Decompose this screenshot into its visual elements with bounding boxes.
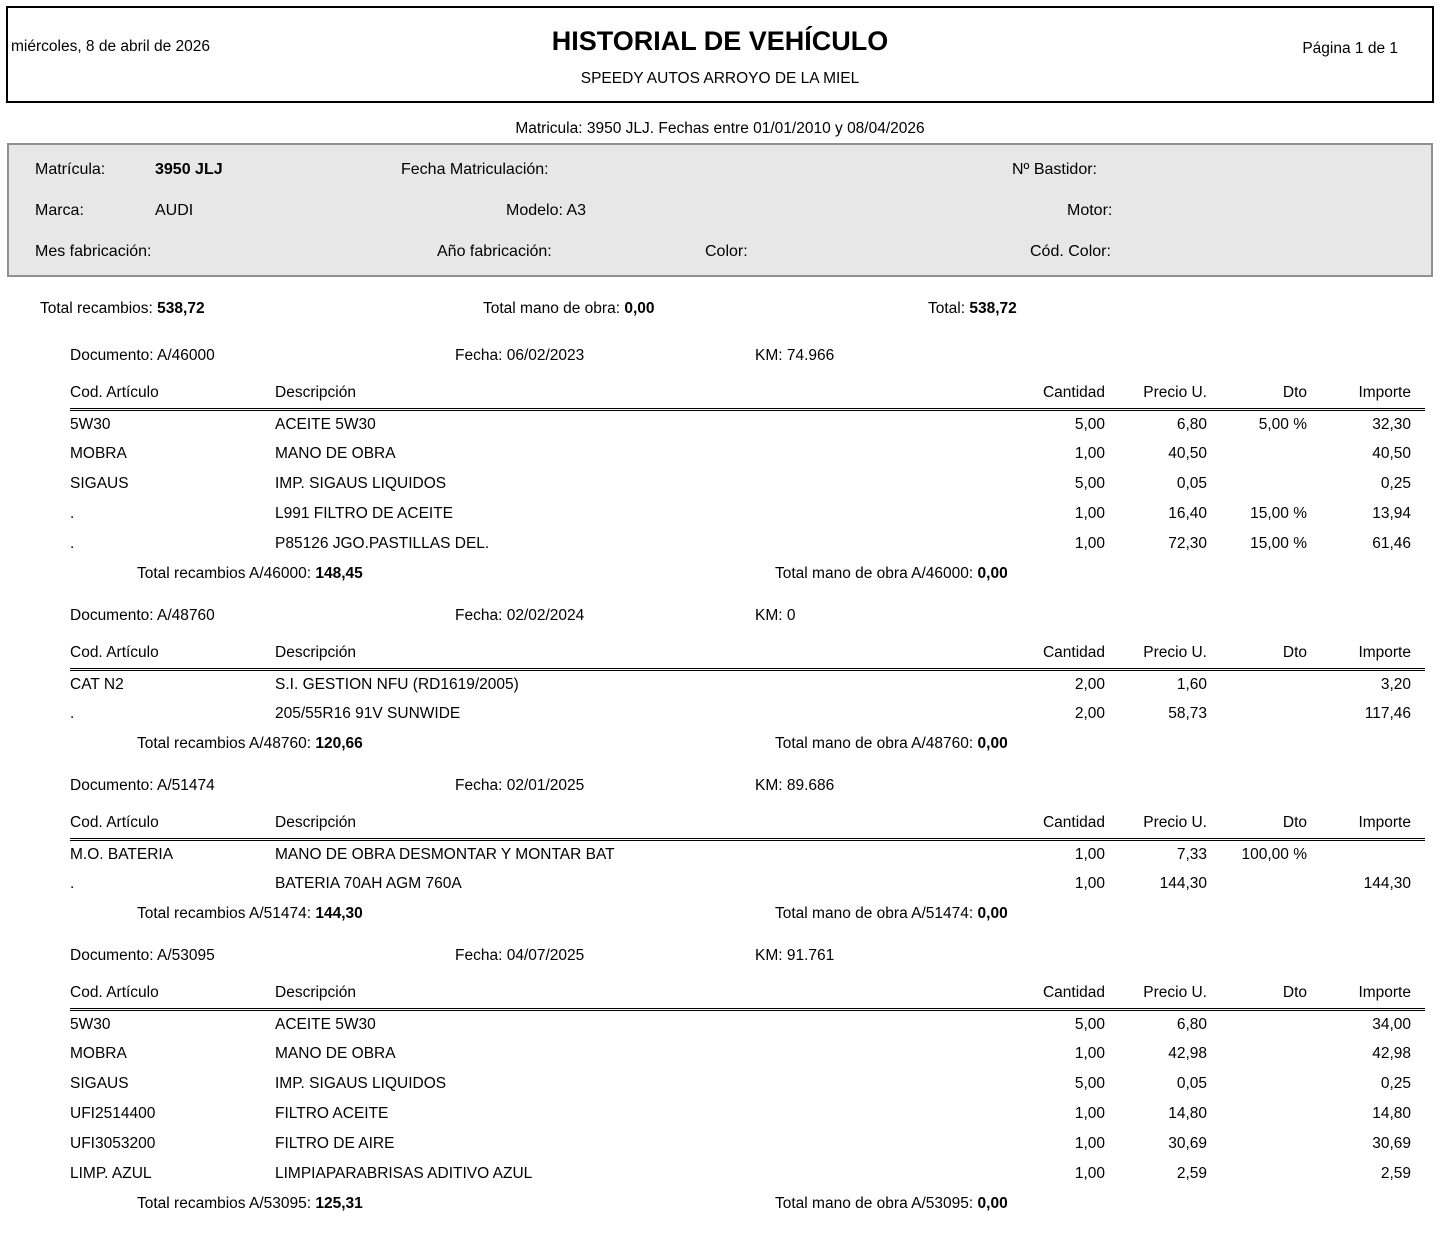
cell-cantidad: 2,00 [1074,705,1105,722]
fecha-label: Fecha: [455,607,503,624]
cell-dto [1215,469,1315,499]
cell-cod-articulo: . [70,875,75,892]
doc-total-mano-value: 0,00 [977,905,1008,922]
document-section [70,770,1425,929]
total-general-value: 538,72 [969,300,1017,317]
cell-importe: 14,80 [1372,1105,1411,1122]
document-km [755,770,834,801]
color-label: Color: [705,243,748,260]
fecha-value: 02/02/2024 [506,607,585,624]
col-descripcion: Descripción [275,801,1000,839]
document-section [70,940,1425,1219]
page-number: Página 1 de 1 [1302,40,1398,57]
col-dto: Dto [1215,631,1315,669]
doc-total-mano [775,899,1008,929]
cell-descripcion: FILTRO DE AIRE [275,1135,395,1152]
cell-importe: 32,30 [1372,415,1411,433]
cell-dto [1215,439,1315,469]
doc-total-mano-value: 0,00 [977,565,1008,582]
km-value: 74.966 [786,347,835,364]
cell-cod-articulo: . [70,705,75,722]
cell-descripcion: MANO DE OBRA [275,445,396,462]
items-body [70,1009,1425,1189]
cell-cantidad: 1,00 [1074,445,1105,462]
total-general [928,294,1017,324]
marca-value: AUDI [155,202,194,219]
col-precio-unitario: Precio U. [1110,371,1215,409]
cell-descripcion: P85126 JGO.PASTILLAS DEL. [275,535,490,552]
documento-value: A/46000 [157,347,215,364]
documento-value: A/53095 [157,947,215,964]
document-header [70,770,1425,801]
documento-label: Documento: [70,607,154,624]
fecha-value: 02/01/2025 [506,777,585,794]
doc-total-recambios-value: 148,45 [315,565,363,582]
cell-descripcion: BATERIA 70AH AGM 760A [275,875,462,892]
item-row [70,529,1425,559]
cell-cod-articulo: MOBRA [70,445,127,462]
item-row [70,839,1425,869]
cell-importe [1315,839,1425,869]
item-row [70,699,1425,729]
doc-total-recambios-label: Total recambios A/46000: [137,565,312,582]
cell-cod-articulo: 5W30 [70,415,111,433]
cell-importe: 42,98 [1372,1045,1411,1062]
cell-importe: 30,69 [1372,1135,1411,1152]
document-totals [70,899,1425,929]
col-cod-articulo: Cod. Artículo [70,971,275,1009]
cell-importe: 13,94 [1372,505,1411,522]
cell-descripcion: MANO DE OBRA [275,1045,396,1062]
vehicle-row-2 [9,190,1431,231]
item-row [70,869,1425,899]
items-table [70,371,1425,559]
cod-color-label: Cód. Color: [1030,243,1111,260]
fecha-label: Fecha: [455,947,503,964]
cell-importe: 2,59 [1380,1165,1411,1182]
cell-dto [1215,869,1315,899]
cell-importe: 61,46 [1372,535,1411,552]
documento-label: Documento: [70,347,154,364]
cell-dto: 5,00 % [1258,415,1307,433]
cell-descripcion: LIMPIAPARABRISAS ADITIVO AZUL [275,1165,533,1182]
cell-cod-articulo: CAT N2 [70,675,124,693]
item-row [70,469,1425,499]
total-mano-obra-label: Total mano de obra: [483,300,621,317]
col-cantidad: Cantidad [1000,801,1110,839]
cell-cod-articulo: UFI3053200 [70,1135,156,1152]
cell-cantidad: 1,00 [1074,845,1105,863]
cell-importe: 0,25 [1380,475,1411,492]
marca-label: Marca: [35,202,84,219]
col-cod-articulo: Cod. Artículo [70,371,275,409]
cell-precio-unitario: 14,80 [1168,1105,1207,1122]
matricula-value: 3950 JLJ [155,161,223,178]
doc-total-recambios [137,729,363,759]
cell-cod-articulo: SIGAUS [70,475,129,492]
document-number [70,940,215,971]
documento-label: Documento: [70,777,154,794]
document-date [455,940,584,971]
col-importe: Importe [1315,971,1425,1009]
motor-label: Motor: [1067,202,1113,219]
document-date [455,600,584,631]
cell-cod-articulo: SIGAUS [70,1075,129,1092]
cell-precio-unitario: 16,40 [1168,505,1207,522]
doc-total-recambios-label: Total recambios A/53095: [137,1195,312,1212]
col-importe: Importe [1315,371,1425,409]
report-header [6,6,1434,103]
mes-fabricacion-label: Mes fabricación: [35,243,152,260]
doc-total-mano-label: Total mano de obra A/48760: [775,735,974,752]
doc-total-recambios [137,1189,363,1219]
cell-cantidad: 5,00 [1074,1075,1105,1092]
cell-precio-unitario: 0,05 [1176,1075,1207,1092]
col-precio-unitario: Precio U. [1110,631,1215,669]
km-label: KM: [755,607,783,624]
cell-precio-unitario: 40,50 [1168,445,1207,462]
items-header-row [70,371,1425,409]
documents-list [70,340,1425,1230]
doc-total-recambios-label: Total recambios A/48760: [137,735,312,752]
doc-total-mano-label: Total mano de obra A/51474: [775,905,974,922]
report-date: miércoles, 8 de abril de 2026 [11,38,211,55]
doc-total-recambios-value: 144,30 [315,905,363,922]
report-title: HISTORIAL DE VEHÍCULO [551,26,889,56]
cell-importe: 3,20 [1380,675,1411,693]
ano-fabricacion-label: Año fabricación: [437,243,552,260]
cell-precio-unitario: 42,98 [1168,1045,1207,1062]
cell-cantidad: 1,00 [1074,1045,1105,1062]
fecha-value: 06/02/2023 [506,347,585,364]
doc-total-mano-label: Total mano de obra A/46000: [775,565,974,582]
doc-total-mano-label: Total mano de obra A/53095: [775,1195,974,1212]
cell-descripcion: MANO DE OBRA DESMONTAR Y MONTAR BAT [275,845,615,863]
col-importe: Importe [1315,801,1425,839]
document-date [455,770,584,801]
document-header [70,940,1425,971]
document-totals [70,729,1425,759]
doc-total-mano-value: 0,00 [977,1195,1008,1212]
cell-cod-articulo: . [70,505,75,522]
cell-precio-unitario: 144,30 [1159,875,1207,892]
cell-precio-unitario: 7,33 [1176,845,1207,863]
document-header [70,340,1425,371]
cell-importe: 144,30 [1363,875,1411,892]
km-label: KM: [755,947,783,964]
cell-dto: 15,00 % [1250,505,1307,522]
document-number [70,340,215,371]
cell-importe: 117,46 [1364,705,1411,722]
doc-total-mano-value: 0,00 [977,735,1008,752]
cell-cantidad: 1,00 [1074,1105,1105,1122]
doc-total-recambios-label: Total recambios A/51474: [137,905,312,922]
item-row [70,499,1425,529]
cell-cantidad: 1,00 [1074,535,1105,552]
cell-cod-articulo: MOBRA [70,1045,127,1062]
cell-cod-articulo: M.O. BATERIA [70,845,174,863]
col-descripcion: Descripción [275,971,1000,1009]
cell-importe: 0,25 [1380,1075,1411,1092]
cell-cantidad: 1,00 [1074,505,1105,522]
doc-total-mano [775,729,1008,759]
item-row [70,409,1425,439]
cell-precio-unitario: 30,69 [1168,1135,1207,1152]
doc-total-mano [775,559,1008,589]
modelo-label: Modelo: A3 [506,202,587,219]
company-name: SPEEDY AUTOS ARROYO DE LA MIEL [580,70,860,87]
cell-precio-unitario: 0,05 [1176,475,1207,492]
grand-totals [0,294,1440,324]
cell-precio-unitario: 6,80 [1176,1015,1207,1033]
documento-label: Documento: [70,947,154,964]
items-table [70,801,1425,899]
col-dto: Dto [1215,971,1315,1009]
col-precio-unitario: Precio U. [1110,801,1215,839]
cell-cod-articulo: LIMP. AZUL [70,1165,152,1182]
items-body [70,409,1425,559]
document-km [755,940,834,971]
fecha-matriculacion-label: Fecha Matriculación: [401,161,549,178]
cell-cantidad: 1,00 [1074,1165,1105,1182]
cell-dto [1215,1069,1315,1099]
items-body [70,669,1425,729]
doc-total-mano [775,1189,1008,1219]
cell-dto: 100,00 % [1241,845,1307,863]
col-descripcion: Descripción [275,371,1000,409]
cell-dto [1215,1009,1315,1039]
cell-dto [1215,699,1315,729]
document-number [70,770,215,801]
documento-value: A/48760 [157,607,215,624]
cell-descripcion: ACEITE 5W30 [275,415,376,433]
cell-precio-unitario: 1,60 [1176,675,1207,693]
item-row [70,1039,1425,1069]
cell-dto [1215,1129,1315,1159]
items-header-row [70,971,1425,1009]
col-cantidad: Cantidad [1000,971,1110,1009]
col-cod-articulo: Cod. Artículo [70,631,275,669]
cell-cantidad: 1,00 [1074,1135,1105,1152]
item-row [70,439,1425,469]
km-value: 89.686 [786,777,835,794]
cell-dto [1215,1039,1315,1069]
doc-total-recambios [137,899,363,929]
items-table [70,971,1425,1189]
document-totals [70,1189,1425,1219]
vehicle-row-1 [9,149,1431,190]
items-header-row [70,801,1425,839]
item-row [70,1069,1425,1099]
col-importe: Importe [1315,631,1425,669]
fecha-label: Fecha: [455,347,503,364]
cell-precio-unitario: 2,59 [1176,1165,1207,1182]
cell-cod-articulo: . [70,535,75,552]
total-recambios-value: 538,72 [157,300,205,317]
total-mano-obra-value: 0,00 [624,300,655,317]
items-header-row [70,631,1425,669]
item-row [70,669,1425,699]
document-header [70,600,1425,631]
cell-descripcion: S.I. GESTION NFU (RD1619/2005) [275,675,519,693]
cell-descripcion: IMP. SIGAUS LIQUIDOS [275,1075,447,1092]
cell-descripcion: IMP. SIGAUS LIQUIDOS [275,475,447,492]
km-value: 0 [786,607,796,624]
vehicle-info-box [7,143,1433,277]
cell-descripcion: FILTRO ACEITE [275,1105,389,1122]
doc-total-recambios-value: 125,31 [315,1195,363,1212]
cell-descripcion: L991 FILTRO DE ACEITE [275,505,454,522]
km-label: KM: [755,777,783,794]
cell-descripcion: 205/55R16 91V SUNWIDE [275,705,461,722]
col-dto: Dto [1215,801,1315,839]
document-date [455,340,584,371]
total-recambios [40,294,205,324]
cell-cantidad: 5,00 [1074,475,1105,492]
item-row [70,1129,1425,1159]
km-label: KM: [755,347,783,364]
cell-dto [1215,669,1315,699]
cell-cantidad: 2,00 [1074,675,1105,693]
bastidor-label: Nº Bastidor: [1012,161,1097,178]
cell-cod-articulo: 5W30 [70,1015,111,1033]
cell-dto [1215,1159,1315,1189]
cell-descripcion: ACEITE 5W30 [275,1015,376,1033]
cell-precio-unitario: 72,30 [1168,535,1207,552]
fecha-label: Fecha: [455,777,503,794]
cell-precio-unitario: 6,80 [1176,415,1207,433]
col-cantidad: Cantidad [1000,371,1110,409]
cell-cod-articulo: UFI2514400 [70,1105,156,1122]
col-cantidad: Cantidad [1000,631,1110,669]
item-row [70,1099,1425,1129]
document-section [70,340,1425,589]
item-row [70,1159,1425,1189]
fecha-value: 04/07/2025 [506,947,585,964]
col-descripcion: Descripción [275,631,1000,669]
col-cod-articulo: Cod. Artículo [70,801,275,839]
item-row [70,1009,1425,1039]
items-body [70,839,1425,899]
document-km [755,340,834,371]
document-km [755,600,796,631]
items-table [70,631,1425,729]
cell-cantidad: 1,00 [1074,875,1105,892]
vehicle-row-3 [9,231,1431,272]
cell-dto [1215,1099,1315,1129]
matricula-label: Matrícula: [35,161,106,178]
total-mano-obra [483,294,655,324]
cell-dto: 15,00 % [1250,535,1307,552]
total-recambios-label: Total recambios: [40,300,153,317]
col-dto: Dto [1215,371,1315,409]
doc-total-recambios [137,559,363,589]
document-number [70,600,215,631]
cell-cantidad: 5,00 [1074,1015,1105,1033]
km-value: 91.761 [786,947,835,964]
doc-total-recambios-value: 120,66 [315,735,363,752]
cell-importe: 34,00 [1372,1015,1411,1033]
document-totals [70,559,1425,589]
total-general-label: Total: [928,300,966,317]
documento-value: A/51474 [157,777,215,794]
cell-precio-unitario: 58,73 [1168,705,1207,722]
col-precio-unitario: Precio U. [1110,971,1215,1009]
cell-cantidad: 5,00 [1074,415,1105,433]
filter-line: Matricula: 3950 JLJ. Fechas entre 01/01/2010 y 08/04/2026 [515,120,925,137]
document-section [70,600,1425,759]
cell-importe: 40,50 [1372,445,1411,462]
